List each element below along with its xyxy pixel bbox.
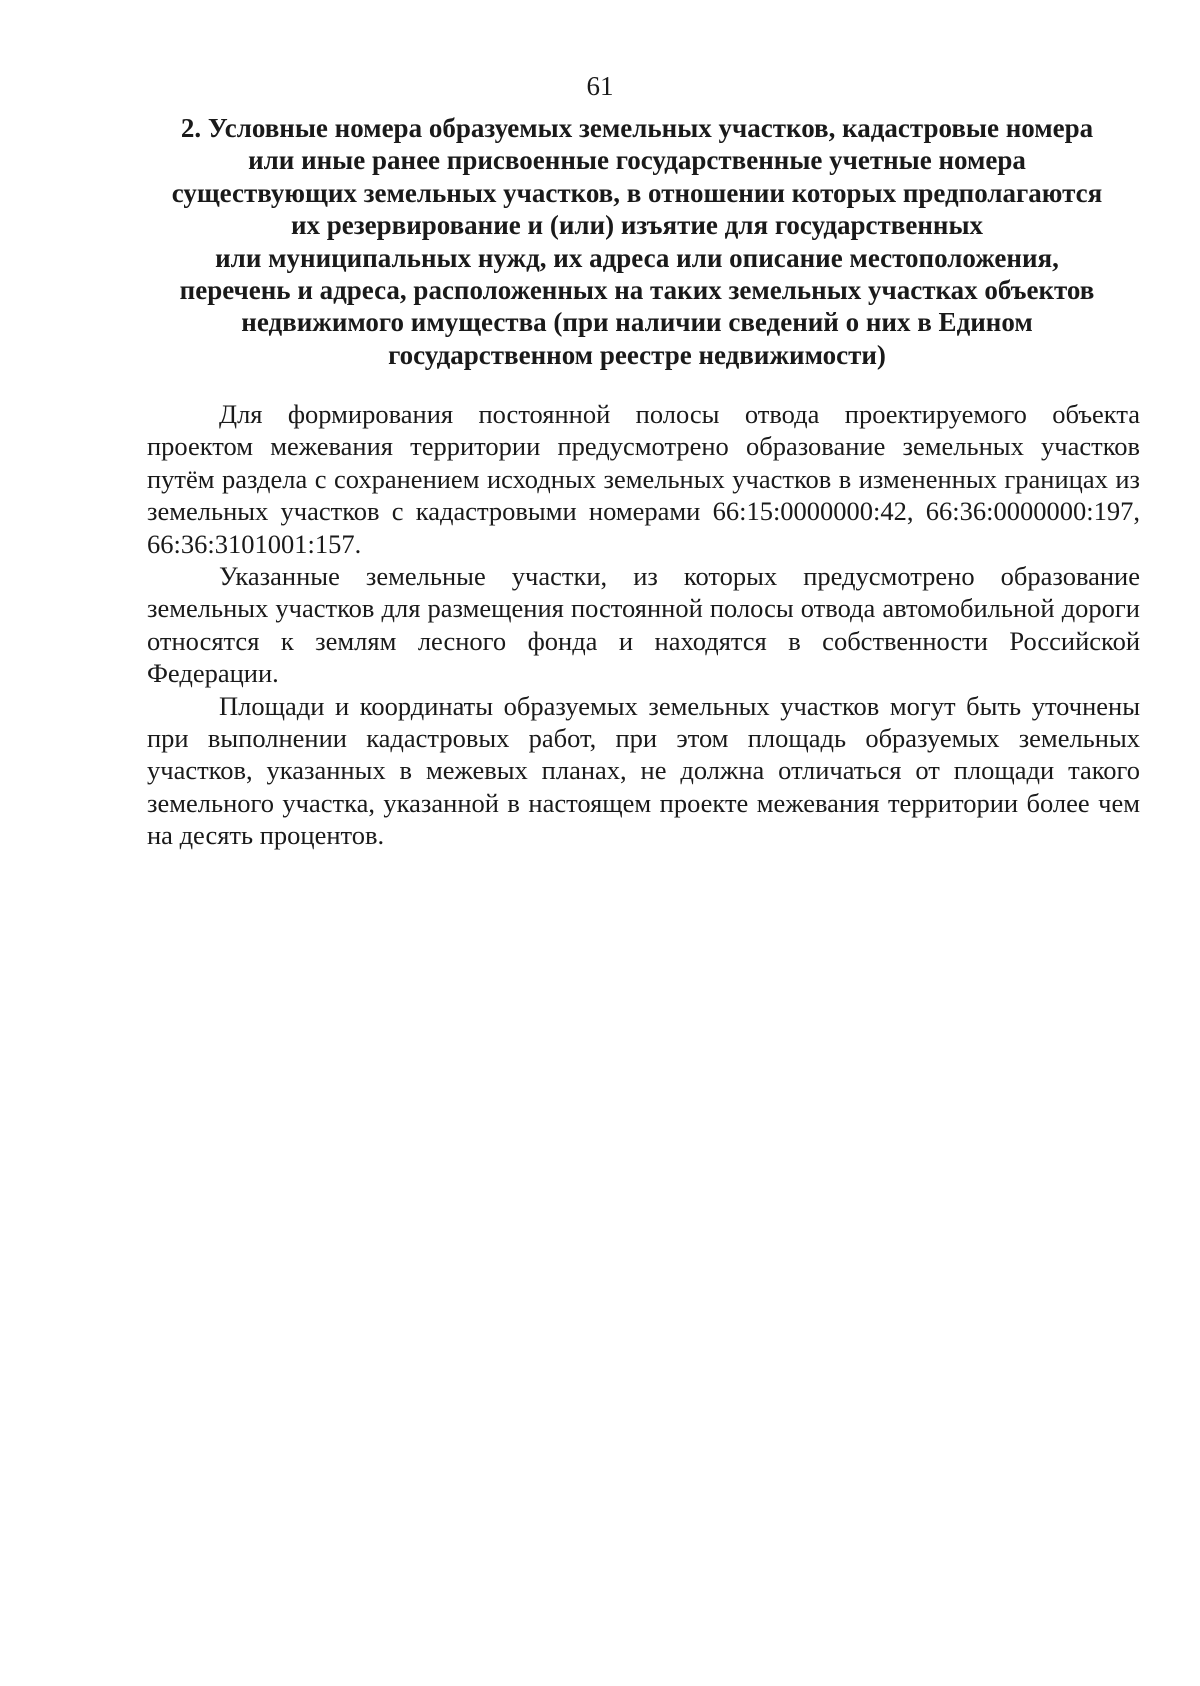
heading-line: существующих земельных участков, в отношении которых предполагаются (171, 177, 1103, 208)
heading-line: перечень и адреса, расположенных на таких земельных участках объектов (179, 275, 1095, 306)
heading-line: или муниципальных нужд, их адреса или описание местоположения, (215, 242, 1059, 273)
heading-line: их резервирование и (или) изъятие для государственных (290, 210, 984, 241)
page-number: 61 (586, 71, 614, 101)
paragraph: Указанные земельные участки, из которых предусмотрено образование земельных участков для размещения постоянной полосы отвода автомобильной дороги относятся к землям лесного фонда и находятся в собственности Российской Федерации. (147, 561, 1140, 689)
paragraph: Площади и координаты образуемых земельных участков могут быть уточнены при выполнении кадастровых работ, при этом площадь образуемых земельных участков, указанных в межевых планах, не должна отличаться от площади такого земельного участка, указанной в настоящем проекте межевания территории более чем на десять процентов. (147, 690, 1140, 851)
heading-line: 2. Условные номера образуемых земельных участков, кадастровые номера (180, 113, 1094, 143)
body-text (147, 398, 1140, 852)
heading-line: недвижимого имущества (при наличии сведений о них в Едином (241, 307, 1033, 338)
heading-line: или иные ранее присвоенные государственные учетные номера (248, 145, 1026, 176)
section-heading (150, 112, 1124, 371)
heading-line: государственном реестре недвижимости) (388, 339, 886, 370)
paragraph: Для формирования постоянной полосы отвода проектируемого объекта проектом межевания территории предусмотрено образование земельных участков путём раздела с сохранением исходных земельных участков в измененных границах из земельных участков с кадастровыми номерами 66:15:0000000:42, 66:36:0000000:197, 66:36:3101001:157. (147, 399, 1140, 559)
